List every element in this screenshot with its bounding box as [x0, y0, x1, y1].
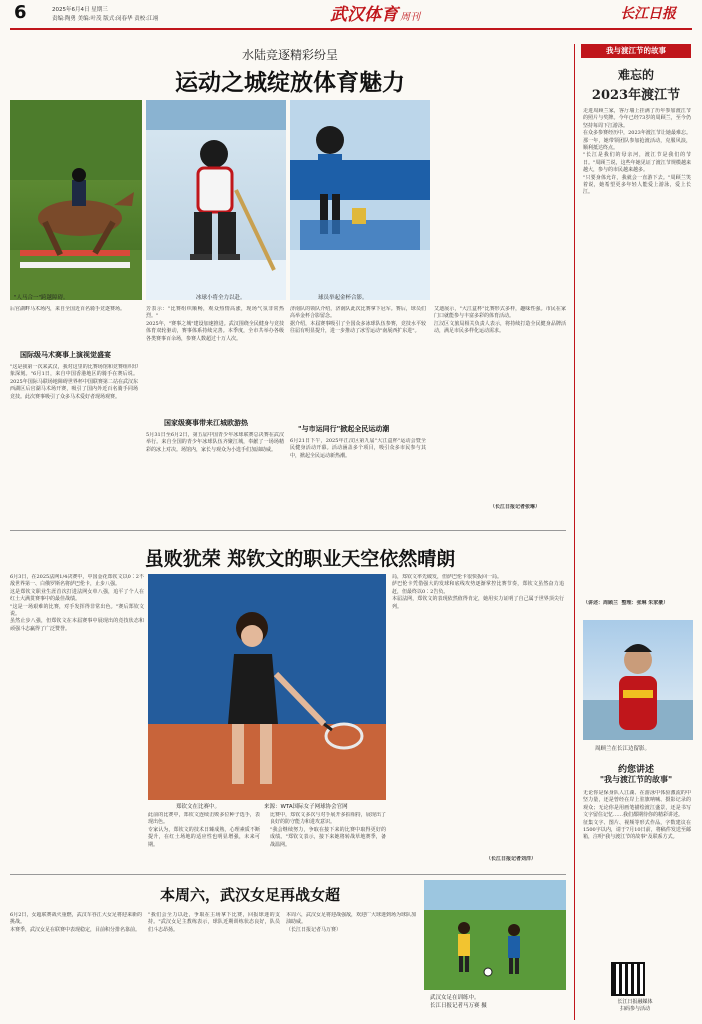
top-col2-text2: 5月31日至6月2日，第五届中国青少年冰球联赛总决赛在武汉举行。来自全国的青少年冰球队伍齐聚江城，奉献了一场场精彩的冰上对决。场馆内，家长与观众为小选手们加油助威。: [146, 432, 284, 453]
bottom-col2: "我们会全力以赴，争取在主场拿下比赛，回报球迷的支持。"武汉女足主教练表示，球队近期训练状态良好，队员们斗志昂扬。: [148, 912, 280, 933]
middle-col1: 6月3日，在2025法网1/4决赛中，中国金花郑钦文以0∶2不敌世界第一、白俄罗斯名将萨巴伦卡，止步八强。 这是郑钦文职业生涯首次打进法网女单八强，追平了个人在红土大满贯赛事中的最佳战绩。 "这是一场艰难的比赛，对手发挥得非常出色。"赛后郑钦文说。 虽然止步八强，但郑钦文在本届赛事中展现出的竞技状态和顽强斗志赢得了广泛赞誉。: [10, 574, 144, 632]
sidebar-photo-caption: 周顾兰在长江边留影。: [595, 746, 651, 752]
page-header: [0, 0, 702, 28]
subhead-city-games: "与市运同行"掀起全民运动潮: [298, 425, 390, 433]
team-photo-caption: 球员举起金杯合影。: [318, 295, 368, 301]
bottom-col3: 本周六，武汉女足将迎战强敌，欢迎广大球迷到场为球队加油助威。 （长江日报记者马万赛）: [286, 912, 416, 933]
sidebar-portrait-photo: [583, 620, 693, 740]
sidebar-call-title-1: 约您讲述: [617, 765, 654, 775]
top-col2-text: 芳表示："比赛组织顺畅，观众热情高涨，现场气氛非常热烈。" 2025年，"赛事之城"建设加速推进。武汉围绕全民健身与竞技体育双轮驱动，赛事体系持续完善。本季度，全市共举办各级各类赛事百余场，参赛人数超过十万人次。: [146, 306, 284, 342]
horse-jump-photo: [10, 100, 142, 300]
horse-rider-illustration: [10, 100, 142, 300]
subhead-national-events: 国家级赛事带来江城欧游热: [164, 419, 248, 427]
team-trophy-photo: [290, 100, 430, 300]
middle-col3: 比赛中，郑钦文多次与对手展开多拍相持，展现出了良好的防守能力和进攻意识。 "我会继续努力，争取在接下来的比赛中取得更好的成绩。"郑钦文表示，接下来她将转战草地赛季，备战温网。: [270, 812, 386, 848]
hockey-player-illustration: [146, 100, 286, 300]
paper-name: 长江日报: [620, 6, 676, 22]
header-rule: [10, 28, 692, 30]
ice-hockey-photo: [146, 100, 286, 300]
masthead-suffix: 周刊: [400, 12, 420, 23]
masthead: [330, 0, 420, 25]
bottom-story-headline: 本周六，武汉女足再战女超: [159, 886, 340, 904]
section-divider-1: [10, 530, 566, 531]
subhead-equestrian: 国际级马术赛事上演视觉盛宴: [20, 351, 111, 359]
sidebar-call-title-2: "我与渡江节的故事": [599, 774, 673, 784]
editors-line: 责编:陶勇 美编:叶茂 版式:闵春华 责校:江翊: [52, 16, 159, 22]
middle-story-byline: （长江日报记者刘洋）: [486, 856, 537, 862]
issue-date: 2025年6月4日 星期三: [52, 7, 108, 13]
sidebar-tag: 我与渡江节的故事: [581, 44, 691, 58]
sidebar-body: 走进周顾兰家，客厅墙上挂满了历年参加渡江节的照片与奖牌。今年已经73岁的周顾兰，至今仍坚持每周下江游泳。 在众多参赛经历中，2023年渡江节让她最难忘。那一年，她带领团队参加抢渡活动，克服风浪，顺利抵达终点。 "长江是我们的母亲河，渡江节是我们的节日。"周顾兰说，这些年她见证了渡江节规模越来越大，参与的市民越来越多。 "只要身体允许，我就会一直游下去。"周顾兰笑着说，她希望更多年轻人能爱上游泳，爱上长江。: [583, 108, 691, 196]
hockey-photo-caption: 冰球小将全力以赴。: [196, 295, 246, 301]
top-col3-text2: 6月21日下午，2025年江汉区第九届"大江盒杯"运动会暨全民健身活动开幕。活动涵盖多个项目，吸引众多市民参与其中，掀起全民运动新热潮。: [290, 438, 426, 459]
middle-col4: 局，郑钦文率先破发，但萨巴伦卡很快扳回一局。 萨巴伦卡凭借强大的发球和底线攻势逐渐掌控比赛节奏，郑钦文虽然奋力追赶，但最终以0∶2告负。 本届法网，郑钦文的表现依然值得肯定，她用实力证明了自己属于世界顶尖行列。: [392, 574, 564, 610]
sidebar: [574, 44, 695, 1020]
bottom-col1: 6月2日，女超联赛战火重燃，武汉车谷江大女足将迎来新的挑战。 本赛季，武汉女足在联赛中表现稳定，目前积分排名靠前。: [10, 912, 142, 933]
tennis-photo-caption: 郑钦文在比赛中。: [176, 804, 221, 810]
top-story-kicker: 水陆竞逐精彩纷呈: [241, 48, 338, 62]
middle-story-headline: 虽败犹荣 郑钦文的职业天空依然晴朗: [144, 548, 456, 570]
top-story-headline: 运动之城绽放体育魅力: [175, 69, 405, 96]
top-col4-text: 艾迪展示，"大江盒杯"比赛形式多样，趣味性强。市民在家门口就能参与丰富多彩的体育活动。 江汉区文旅局相关负责人表示，将持续打造全民健身品牌活动，满足市民多样化运动需求。: [434, 306, 566, 335]
top-col1-para1: 后官湖畔马术场内，来自全国近百名骑手竞逐赛场。: [10, 306, 126, 312]
page-number: 6: [14, 2, 27, 23]
top-col1-para2: "这是我第一次来武汉，我对这里的比赛场馆和竞赛组织印象深刻。"6月1日，来自中国香港地区的骑手在赛后说。2025年国际马联场地障碍世界杯中国联赛第二站在武汉东西湖区后官湖马术场开赛，吸引了国内外近百名骑手同场竞技。此次赛事吸引了众多马术爱好者现场观赛。: [10, 364, 138, 400]
football-photo-caption: 武汉女足在训练中。 长江日报记者马万赛 摄: [430, 995, 487, 1009]
women-football-photo: [424, 880, 566, 990]
top-col3-text: 济南队的领队介绍，济南队此次比赛拿下冠军。赛后，球员们高举金杯合影留念。 据介绍，本届赛事吸引了全国众多冰球队伍参赛，竞技水平较往届有明显提升，进一步推动了冰雪运动"南展西扩东进"。: [290, 306, 426, 335]
tennis-player-illustration: [148, 574, 386, 800]
tennis-photo-credit: 来源：WTA国际女子网球协会官网: [264, 804, 348, 810]
sidebar-title-line1: 难忘的: [617, 68, 654, 82]
team-photo-illustration: [290, 100, 430, 300]
masthead-title: 武汉体育: [330, 5, 398, 25]
swimmer-portrait-illustration: [583, 620, 693, 740]
top-story-byline: （长江日报记者张琳）: [490, 504, 541, 510]
middle-col2: 此前的比赛中，郑钦文连续击败多位种子选手，表现出色。 专家认为，郑钦文的技术日臻成熟，心理素质不断提升，在红土场地的适应性也明显增强，未来可期。: [148, 812, 260, 848]
middle-col1-lower: [10, 784, 144, 824]
qr-code[interactable]: [611, 962, 645, 996]
tennis-photo: [148, 574, 386, 800]
football-training-illustration: [424, 880, 566, 990]
sidebar-title-line2: 2023年渡江节: [591, 88, 681, 103]
sidebar-call-body: 无论你是保身队人江湖、在游泳中体验激流的中坚力量，还是曾经在岸上驻旗呐喊、摄影记录的观众；无论你是用画笔描绘渡江盛景，还是书写文字留住记忆……我们都期待你的精彩讲述。 征集文字、图片、视频等形式作品，字数建议在1500字以内，请于7月10日前，将稿件发送至邮箱，注明"我与渡江节的故事"及联系方式。: [583, 790, 691, 841]
qr-caption: 长江日报融媒体 扫码参与活动: [617, 999, 653, 1012]
section-divider-2: [10, 874, 566, 875]
horse-photo-caption: "人马合一"跨越障碍。: [14, 295, 69, 301]
sidebar-byline: （讲述：周顾兰 整理：张琳 朱家豪）: [583, 600, 669, 606]
